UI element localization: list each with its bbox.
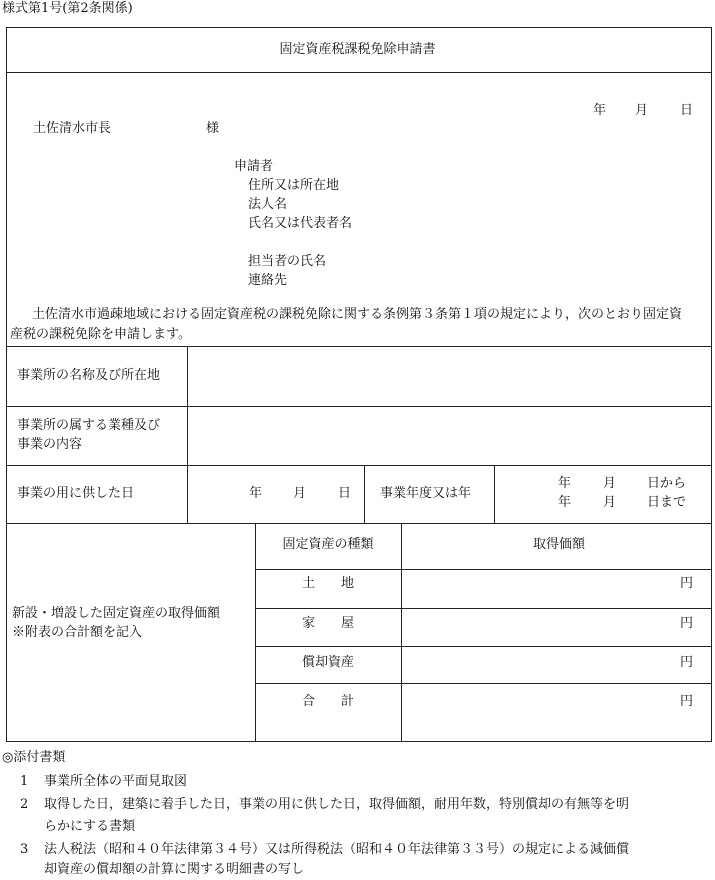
divider xyxy=(187,346,188,523)
asset-type-depreciable: 償却資産 xyxy=(301,655,354,670)
office-name-label: 事業所の名称及び所在地 xyxy=(17,368,161,383)
start-date-month: 月 xyxy=(293,486,307,501)
contact-label: 連絡先 xyxy=(248,273,288,288)
divider xyxy=(7,72,711,73)
addressee-name: 土佐清水市長 xyxy=(33,121,112,136)
divider xyxy=(7,406,711,407)
start-date-label: 事業の用に供した日 xyxy=(17,486,135,501)
assets-label: 新設・増設した固定資産の取得価額 xyxy=(12,606,221,621)
asset-unit: 円 xyxy=(680,694,694,709)
fiscal-to-year: 年 xyxy=(558,495,572,510)
contact-person-label: 担当者の氏名 xyxy=(248,254,327,269)
divider xyxy=(7,523,711,524)
applicant-corporation-label: 法人名 xyxy=(248,197,288,212)
attachments-heading: ◎添付書類 xyxy=(2,750,66,765)
attachment-item-cont: らかにする書類 xyxy=(44,819,136,834)
asset-type-total: 合 計 xyxy=(301,694,354,709)
applicant-heading: 申請者 xyxy=(234,159,274,174)
attachment-item: 法人税法（昭和４０年法律第３４号）又は所得税法（昭和４０年法律第３３号）の規定による減価償 xyxy=(44,842,630,857)
attachment-number: 1 xyxy=(20,774,29,789)
asset-price-header: 取得価額 xyxy=(532,537,585,552)
attachment-item-cont: 却資産の償却額の計算に関する明細書の写し xyxy=(44,862,305,877)
asset-unit: 円 xyxy=(680,655,694,670)
form-number: 様式第1号(第2条関係) xyxy=(2,1,133,16)
asset-type-header: 固定資産の種類 xyxy=(282,537,374,552)
fiscal-from-suffix: 日から xyxy=(647,476,687,491)
fiscal-from-month: 月 xyxy=(603,476,617,491)
fiscal-to-month: 月 xyxy=(603,495,617,510)
fiscal-from-year: 年 xyxy=(558,476,572,491)
form-title: 固定資産税課税免除申請書 xyxy=(279,42,436,57)
divider xyxy=(255,608,711,609)
divider xyxy=(255,569,711,570)
asset-type-building: 家 屋 xyxy=(301,616,354,631)
application-statement: 土佐清水市過疎地域における固定資産税の課税免除に関する条例第３条第１項の規定により，次のとおり固定資産税の課税免除を申請します。 xyxy=(10,307,683,342)
divider xyxy=(364,465,365,523)
business-type-label: 事業所の属する業種及び xyxy=(17,418,161,433)
applicant-address-label: 住所又は所在地 xyxy=(248,178,340,193)
divider xyxy=(255,646,711,647)
attachment-number: 3 xyxy=(20,842,29,857)
business-type-label-cont: 事業の内容 xyxy=(17,437,83,452)
start-date-day: 日 xyxy=(338,486,352,501)
applicant-name-label: 氏名又は代表者名 xyxy=(248,216,353,231)
date-month: 月 xyxy=(635,103,649,118)
date-day: 日 xyxy=(680,103,694,118)
assets-note: ※附表の合計額を記入 xyxy=(12,625,143,640)
divider xyxy=(7,346,711,347)
attachment-item: 事業所全体の平面見取図 xyxy=(44,774,188,789)
fiscal-to-suffix: 日まで xyxy=(647,495,687,510)
asset-unit: 円 xyxy=(680,616,694,631)
date-year: 年 xyxy=(593,103,607,118)
divider xyxy=(255,683,711,684)
addressee-honorific: 様 xyxy=(206,121,220,136)
start-date-year: 年 xyxy=(249,486,263,501)
divider xyxy=(494,465,495,523)
attachment-number: 2 xyxy=(20,797,29,812)
fiscal-year-label: 事業年度又は年 xyxy=(380,486,472,501)
attachment-item: 取得した日，建築に着手した日，事業の用に供した日，取得価額，耐用年数，特別償却の有無等を明 xyxy=(44,797,630,812)
asset-unit: 円 xyxy=(680,576,694,591)
divider xyxy=(7,465,711,466)
asset-type-land: 土 地 xyxy=(301,576,354,591)
